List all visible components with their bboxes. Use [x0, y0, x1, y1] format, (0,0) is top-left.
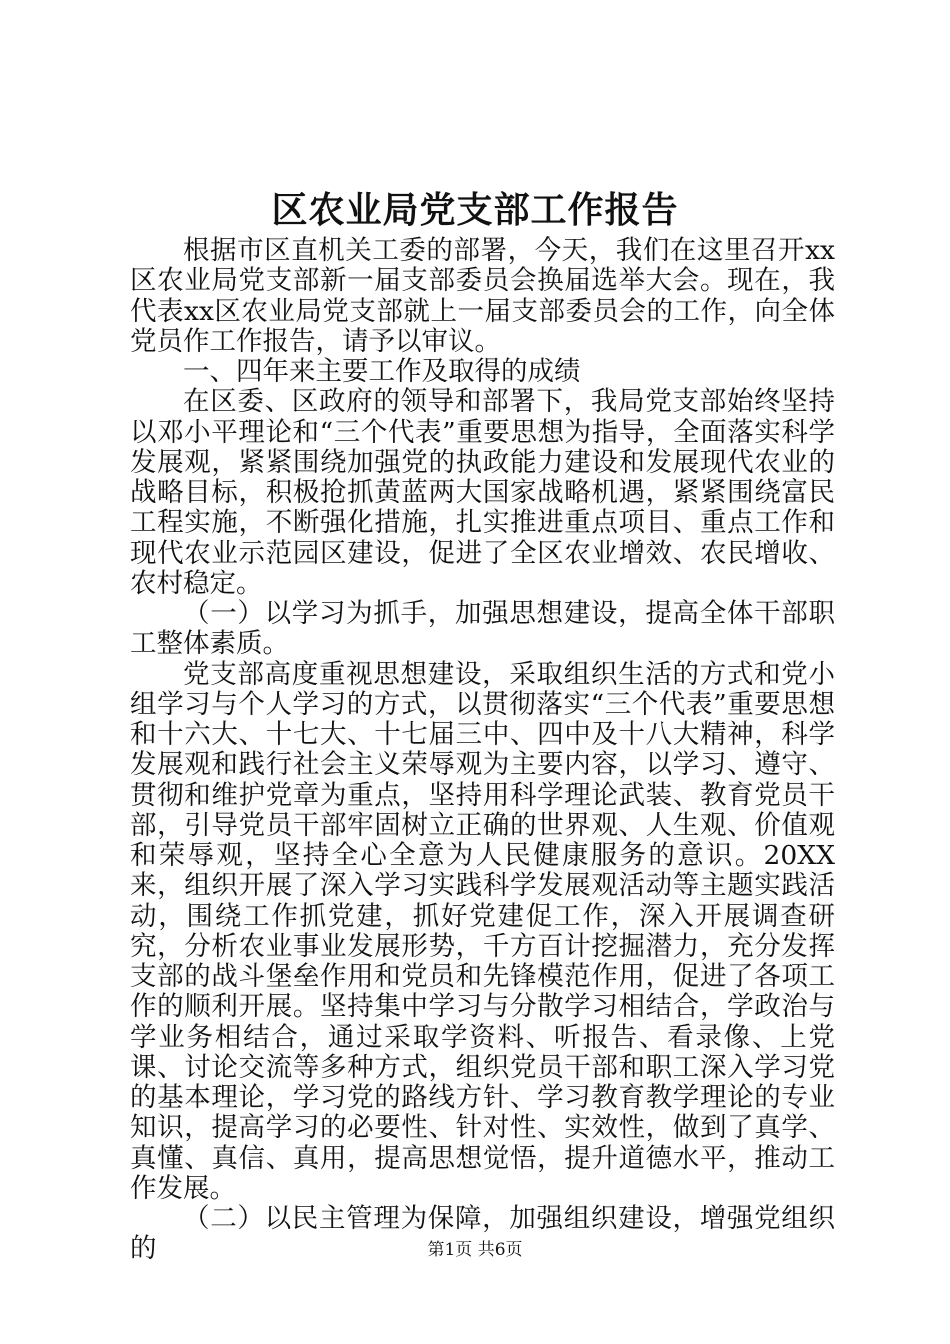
document-title: 区农业局党支部工作报告	[271, 189, 679, 231]
subsection-heading-2: （二）以民主管理为保障，加强组织建设，增强党组织的	[130, 1203, 835, 1265]
paragraph-ideology: 党支部高度重视思想建设，采取组织生活的方式和党小组学习与个人学习的方式，以贯彻落实“三个代表”重要思想和十六大、十七大、十七届三中、四中及十八大精神，科学发展观和践行社会主义荣辱观为主要内容，以学习、遵守、贯彻和维护党章为重点，坚持用科学理论武装、教育党员干部，引导党员干部牢固树立正确的世界观、人生观、价值观和荣辱观，坚持全心全意为人民健康服务的意识。20XX来，组织开展了深入学习实践科学发展观活动等主题实践活动，围绕工作抓党建，抓好党建促工作，深入开展调查研究，分析农业事业发展形势，千方百计挖掘潜力，充分发挥支部的战斗堡垒作用和党员和先锋模范作用，促进了各项工作的顺利开展。坚持集中学习与分散学习相结合，学政治与学业务相结合，通过采取学资料、听报告、看录像、上党课、讨论交流等多种方式，组织党员干部和职工深入学习党的基本理论，学习党的路线方针、学习教育教学理论的专业知识，提高学习的必要性、针对性、实效性，做到了真学、真懂、真信、真用，提高思想觉悟，提升道德水平，推动工作发展。	[130, 658, 835, 1204]
page-footer: 第1页 共6页	[427, 1240, 523, 1260]
paragraph-intro: 根据市区直机关工委的部署，今天，我们在这里召开xx区农业局党支部新一届支部委员会换届选举大会。现在，我代表xx区农业局党支部就上一届支部委员会的工作，向全体党员作工作报告，请予以审议。	[130, 235, 835, 357]
document-body	[130, 236, 835, 1265]
section-heading-achievements: 一、四年来主要工作及取得的成绩	[183, 356, 581, 387]
subsection-heading-1: （一）以学习为抓手，加强思想建设，提高全体干部职工整体素质。	[130, 598, 835, 660]
paragraph-overview: 在区委、区政府的领导和部署下，我局党支部始终坚持以邓小平理论和“三个代表”重要思想为指导，全面落实科学发展观，紧紧围绕加强党的执政能力建设和发展现代农业的战略目标，积极抢抓黄蓝两大国家战略机遇，紧紧围绕富民工程实施，不断强化措施，扎实推进重点项目、重点工作和现代农业示范园区建设，促进了全区农业增效、农民增收、农村稳定。	[130, 386, 835, 599]
